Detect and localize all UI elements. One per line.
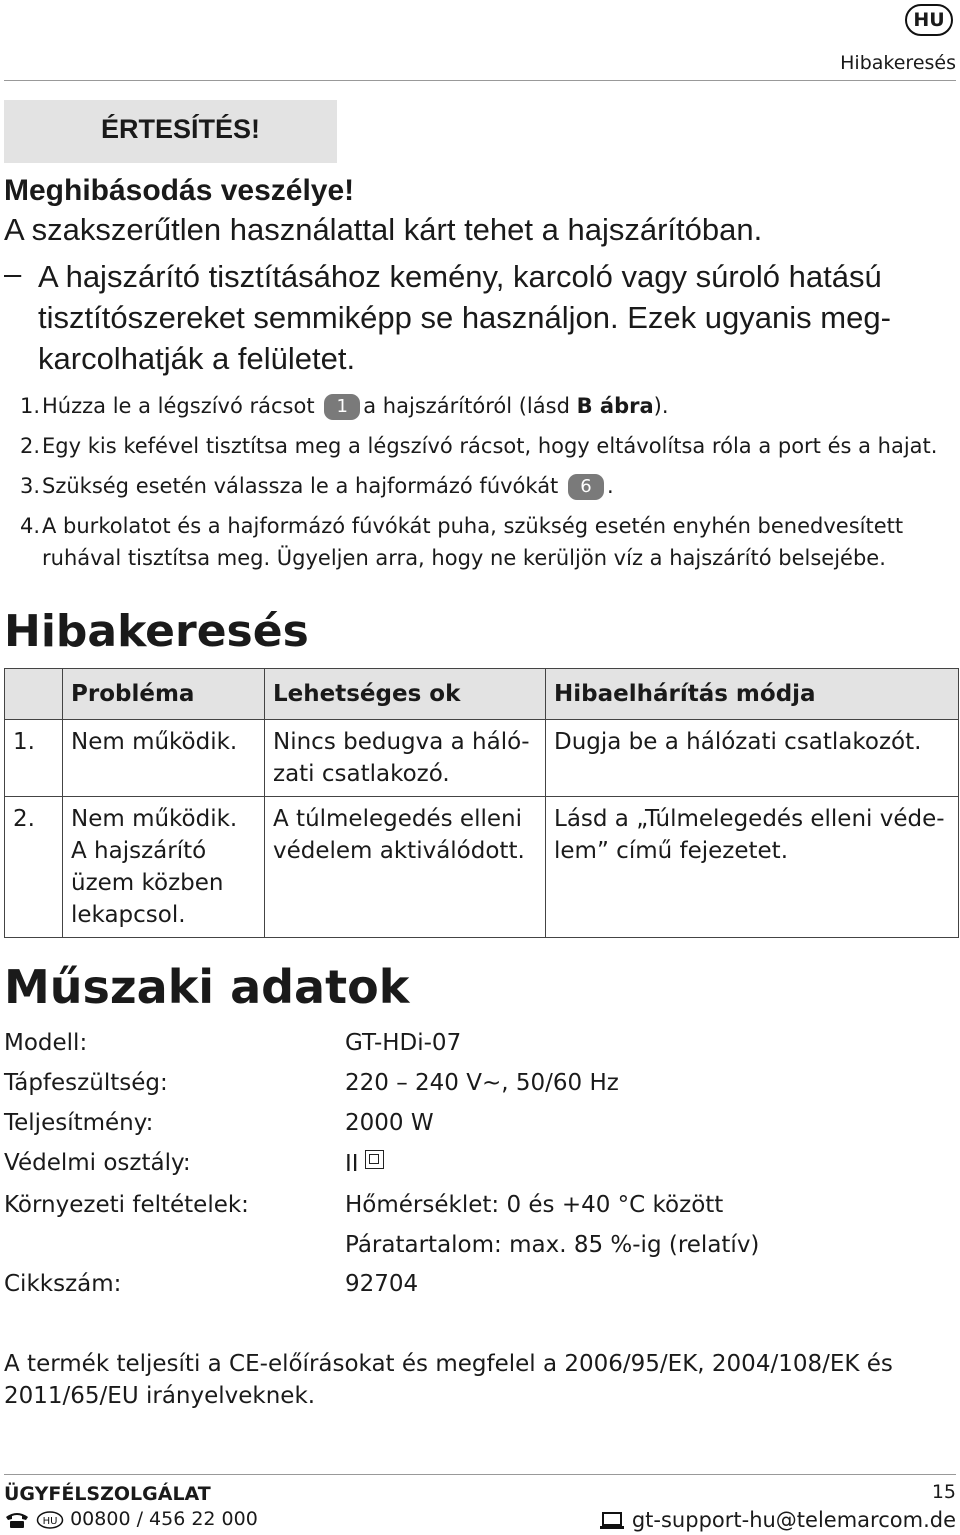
footer-phone [4, 1508, 258, 1530]
section-name: Hibakeresés [840, 52, 956, 74]
spec-label: Környezeti feltételek: [4, 1192, 249, 1218]
spec-label: Cikkszám: [4, 1271, 122, 1297]
specs-title: Műszaki adatok [4, 960, 410, 1014]
step-4-cont [4, 546, 886, 570]
table-row [5, 797, 959, 938]
step-4 [4, 514, 904, 538]
problem-cell: Nem működik. [63, 720, 265, 797]
language-badge: HU [905, 4, 953, 36]
step-number: 1. [19, 394, 40, 418]
table-header-row [5, 669, 959, 720]
class-ii-icon [365, 1150, 384, 1169]
step-text: Húzza le a légszívó rácsot [42, 394, 315, 418]
cause-cell: A túlmelegedés elleni védelem aktiválódott. [265, 797, 546, 938]
step-text: ruhával tisztítsa meg. Ügyeljen arra, hogy ne kerüljön víz a hajszárító belsejébe. [42, 546, 886, 570]
computer-icon [599, 1511, 625, 1531]
compliance-text: A termék teljesíti a CE-előírásokat és megfelel a 2006/95/EK, 2004/108/EK és 2011/65/EU irányelveknek. [4, 1351, 893, 1409]
spec-value: Páratartalom: max. 85 %-ig (relatív) [345, 1232, 760, 1258]
phone-icon [4, 1511, 30, 1529]
warning-heading: Meghibásodás veszélye! [4, 174, 355, 207]
fix-cell: Dugja be a hálózati csatlakozót. [546, 720, 959, 797]
spec-value: 92704 [345, 1271, 419, 1297]
column-header: Hibaelhárítás módja [546, 669, 959, 720]
step-text: Egy kis kefével tisztítsa meg a légszívó rácsot, hogy eltávolítsa róla a port és a hajat. [42, 434, 938, 458]
warning-dash: – [4, 256, 22, 291]
step-number: 3. [19, 474, 40, 498]
column-header: Lehetséges ok [265, 669, 546, 720]
spec-label: Tápfeszültség: [4, 1070, 168, 1096]
page-number: 15 [931, 1481, 956, 1503]
country-circle-icon [36, 1511, 64, 1529]
step-3 [4, 474, 614, 498]
country-code: HU [42, 1515, 58, 1527]
figure-ref: B ábra [576, 394, 654, 418]
step-text: A burkolatot és a hajformázó fúvókát puha, szükség esetén enyhén benedvesített [42, 514, 904, 538]
row-number: 1. [5, 720, 63, 797]
part-badge: 6 [568, 474, 604, 500]
table-row [5, 720, 959, 797]
troubleshooting-table [4, 668, 959, 938]
step-number: 4. [19, 514, 40, 538]
step-2 [4, 434, 938, 458]
spec-value: GT-HDi-07 [345, 1030, 462, 1056]
troubleshooting-title: Hibakeresés [4, 606, 309, 657]
step-text: . [606, 474, 614, 498]
column-header: Probléma [63, 669, 265, 720]
fix-cell: Lásd a „Túlmelegedés elleni védelem” című fejezetet. [546, 797, 959, 938]
spec-label: Teljesítmény: [4, 1110, 154, 1136]
row-number: 2. [5, 797, 63, 938]
step-text: Szükség esetén válassza le a hajformázó fúvókát [42, 474, 559, 498]
footer-email [599, 1508, 956, 1532]
email-address[interactable]: gt-support-hu@telemarcom.de [631, 1508, 956, 1532]
warning-text: A szakszerűtlen használattal kárt tehet a hajszárítóban. [4, 212, 763, 247]
footer-title: ÜGYFÉLSZOLGÁLAT [4, 1483, 211, 1505]
spec-label: Modell: [4, 1030, 88, 1056]
step-text: a hajszárítóról (lásd [363, 394, 577, 418]
problem-cell: Nem működik. A hajszárító üzem közben lekapcsol. [63, 797, 265, 938]
warning-bullet: A hajszárító tisztításához kemény, karcoló vagy súroló hatású tisztítószereket semmiképp se használjon. Ezek ugyanis megkarcolhatják a felületet. [38, 259, 891, 376]
cause-cell: Nincs bedugva a hálózati csatlakozó. [265, 720, 546, 797]
spec-value: Hőmérséklet: 0 és +40 °C között [345, 1192, 724, 1218]
step-1 [4, 394, 669, 418]
spec-value: 2000 W [345, 1110, 434, 1136]
spec-label: Védelmi osztály: [4, 1150, 191, 1176]
column-header [5, 669, 63, 720]
step-text: ). [653, 394, 669, 418]
notice-title: ÉRTESÍTÉS! [101, 114, 261, 144]
protection-class: II [345, 1151, 359, 1177]
step-number: 2. [19, 434, 40, 458]
spec-value-protection [345, 1150, 384, 1177]
phone-number: 00800 / 456 22 000 [70, 1508, 258, 1530]
footer-divider [4, 1474, 956, 1475]
top-divider [4, 80, 956, 81]
spec-value: 220 – 240 V~, 50/60 Hz [345, 1070, 619, 1096]
part-badge: 1 [324, 394, 360, 420]
